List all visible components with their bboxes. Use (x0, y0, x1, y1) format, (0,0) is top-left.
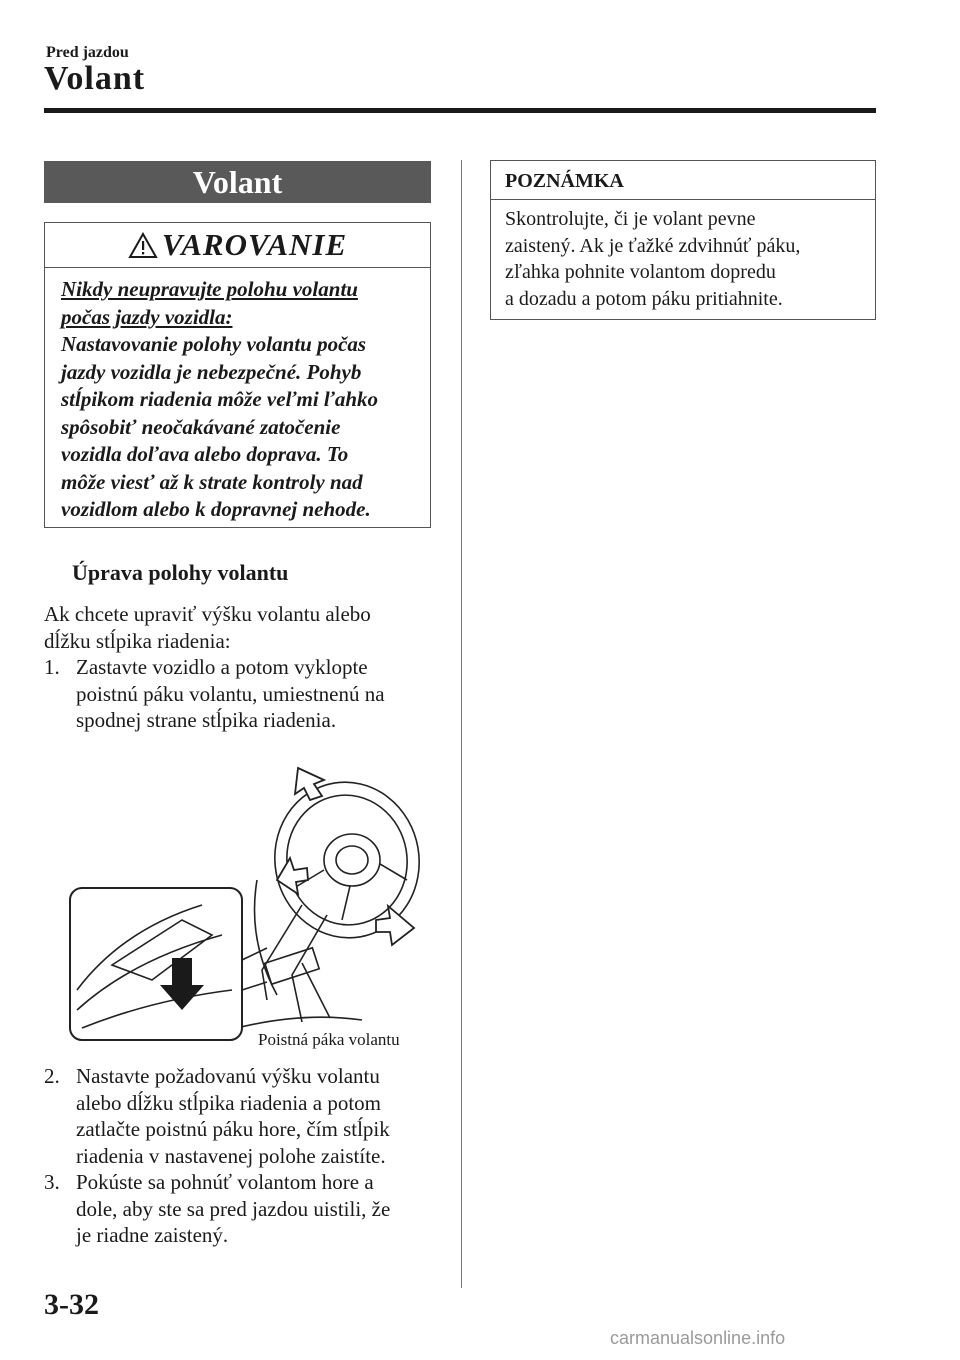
page-number: 3-32 (44, 1288, 99, 1321)
note-line: a dozadu a potom páku pritiahnite. (505, 287, 783, 310)
subsection-title: Úprava polohy volantu (72, 560, 289, 585)
step-line: poistnú páku volantu, umiestnenú na (76, 681, 385, 706)
note-box (490, 160, 876, 320)
step-line: zatlačte poistnú páku hore, čím stĺpik (76, 1117, 390, 1141)
warning-body (45, 268, 430, 524)
note-title: POZNÁMKA (491, 161, 875, 200)
step-number: 1. (44, 655, 60, 679)
note-line: zľahka pohnite volantom dopredu (505, 261, 776, 283)
warning-text-line: spôsobiť neočakávané zatočenie (61, 414, 341, 439)
note-body (491, 200, 875, 312)
warning-heading-line: Nikdy neupravujte polohu volantu (61, 277, 358, 301)
warning-text-line: vozidla doľava alebo doprava. To (61, 442, 349, 466)
warning-header (45, 223, 430, 268)
note-line: Skontrolujte, či je volant pevne (505, 208, 756, 230)
warning-text-line: Nastavovanie polohy volantu počas (61, 332, 367, 356)
step-line: Nastavte požadovanú výšku volantu (76, 1064, 380, 1088)
chapter-title: Volant (44, 60, 146, 97)
warning-text-line: vozidlom alebo k dopravnej nehode. (61, 497, 371, 521)
warning-triangle-icon (128, 232, 158, 259)
step-line: Zastavte vozidlo a potom vyklopte (76, 655, 368, 679)
warning-text-line: môže viesť až k strate kontroly nad (61, 469, 363, 494)
step-number: 2. (44, 1064, 60, 1088)
intro-paragraph (44, 601, 444, 654)
step-item-1 (44, 654, 454, 734)
warning-title: VAROVANIE (161, 227, 348, 262)
step-line: dole, aby ste sa pred jazdou uistili, že (76, 1196, 391, 1221)
step-line: Pokúste sa pohnúť volantom hore a (76, 1170, 374, 1194)
step-line: spodnej strane stĺpika riadenia. (76, 708, 337, 732)
warning-heading-line: počas jazdy vozidla: (61, 304, 233, 329)
warning-text-line: jazdy vozidla je nebezpečné. Pohyb (61, 359, 362, 384)
figure-callout-label: Poistná páka volantu (258, 1030, 400, 1049)
intro-line: dĺžku stĺpika riadenia: (44, 628, 231, 653)
step-line: je riadne zaistený. (76, 1223, 229, 1247)
step-item-3 (44, 1169, 454, 1249)
warning-text-line: stĺpikom riadenia môže veľmi ľahko (61, 387, 379, 411)
steering-wheel-illustration (62, 760, 432, 1050)
header-rule (44, 108, 876, 113)
column-divider (461, 160, 462, 1288)
step-item-2 (44, 1063, 454, 1169)
step-number: 3. (44, 1170, 60, 1194)
step-line: alebo dĺžku stĺpika riadenia a potom (76, 1090, 381, 1115)
step-line: riadenia v nastavenej polohe zaistíte. (76, 1143, 386, 1168)
section-title: Volant (44, 161, 431, 203)
intro-line: Ak chcete upraviť výšku volantu alebo (44, 602, 371, 626)
note-line: zaistený. Ak je ťažké zdvihnúť páku, (505, 234, 801, 257)
watermark: carmanualsonline.info (610, 1328, 786, 1348)
breadcrumb: Pred jazdou (46, 44, 129, 61)
warning-box (44, 222, 431, 528)
